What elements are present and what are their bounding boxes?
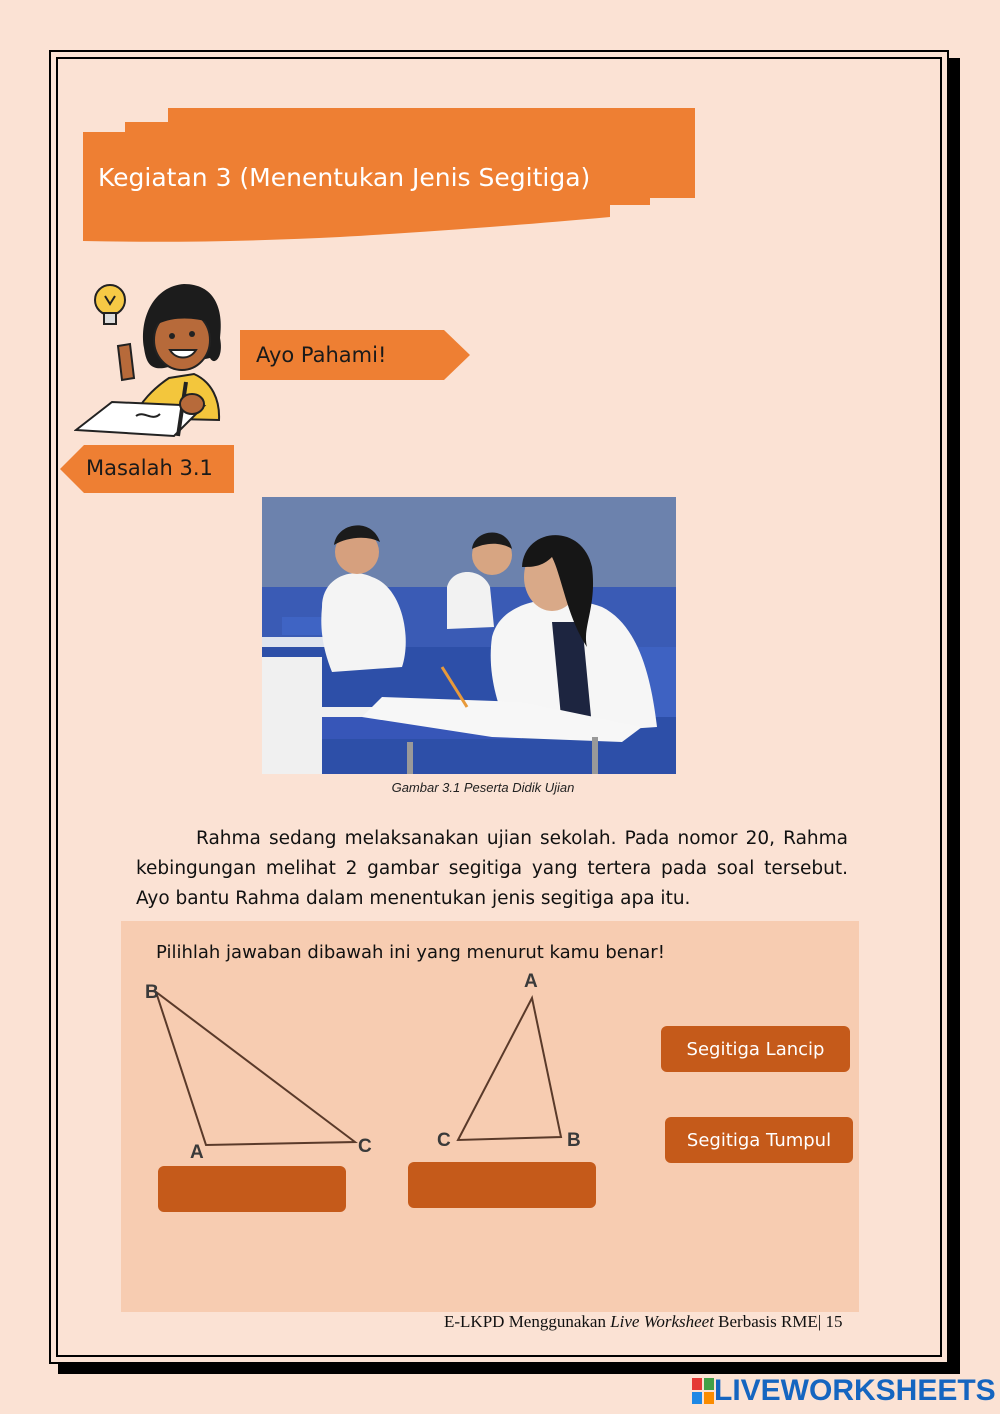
ayo-pahami-label: Ayo Pahami! <box>256 343 387 367</box>
page-title: Kegiatan 3 (Menentukan Jenis Segitiga) <box>98 163 591 192</box>
masalah-label: Masalah 3.1 <box>86 456 213 480</box>
footer-suffix: Berbasis RME <box>713 1312 818 1331</box>
answer-drop-zone-1[interactable] <box>158 1166 346 1212</box>
obtuse-triangle <box>145 982 372 1163</box>
answer-drop-zone-2[interactable] <box>408 1162 596 1208</box>
triangle1-vertex-left: A <box>190 1142 204 1163</box>
footer-italic: Live Worksheet <box>610 1312 714 1331</box>
triangle-figures <box>140 970 600 1170</box>
triangle2-vertex-top: A <box>524 971 538 992</box>
option-segitiga-tumpul[interactable]: Segitiga Tumpul <box>665 1117 853 1163</box>
acute-triangle <box>437 971 581 1151</box>
students-exam-photo <box>262 497 676 774</box>
liveworksheets-logo-icon <box>692 1378 714 1404</box>
problem-paragraph <box>136 824 848 914</box>
figure-caption: Gambar 3.1 Peserta Didik Ujian <box>391 780 575 795</box>
footer-prefix: E-LKPD Menggunakan <box>444 1312 611 1331</box>
triangle1-vertex-right: C <box>358 1136 372 1157</box>
lightbulb-icon <box>95 285 125 324</box>
thinking-girl-illustration <box>74 278 232 444</box>
problem-paragraph-text: Rahma sedang melaksanakan ujian sekolah. Pada nomor 20, Rahma kebingungan melihat 2 gambar segitiga yang tertera pada soal tersebut. Ayo bantu Rahma dalam menentukan jenis segitiga apa itu. <box>136 828 848 909</box>
liveworksheets-logo-text: LIVEWORKSHEETS <box>714 1374 996 1407</box>
triangle2-vertex-left: C <box>437 1130 451 1151</box>
option-segitiga-lancip[interactable]: Segitiga Lancip <box>661 1026 850 1072</box>
liveworksheets-logo[interactable] <box>692 1374 996 1408</box>
exercise-instruction: Pilihlah jawaban dibawah ini yang menurut kamu benar! <box>156 942 665 963</box>
triangle1-vertex-top: B <box>145 982 159 1003</box>
page-number: | 15 <box>817 1312 843 1331</box>
triangle2-vertex-right: B <box>567 1130 581 1151</box>
page-footer <box>444 1312 842 1332</box>
